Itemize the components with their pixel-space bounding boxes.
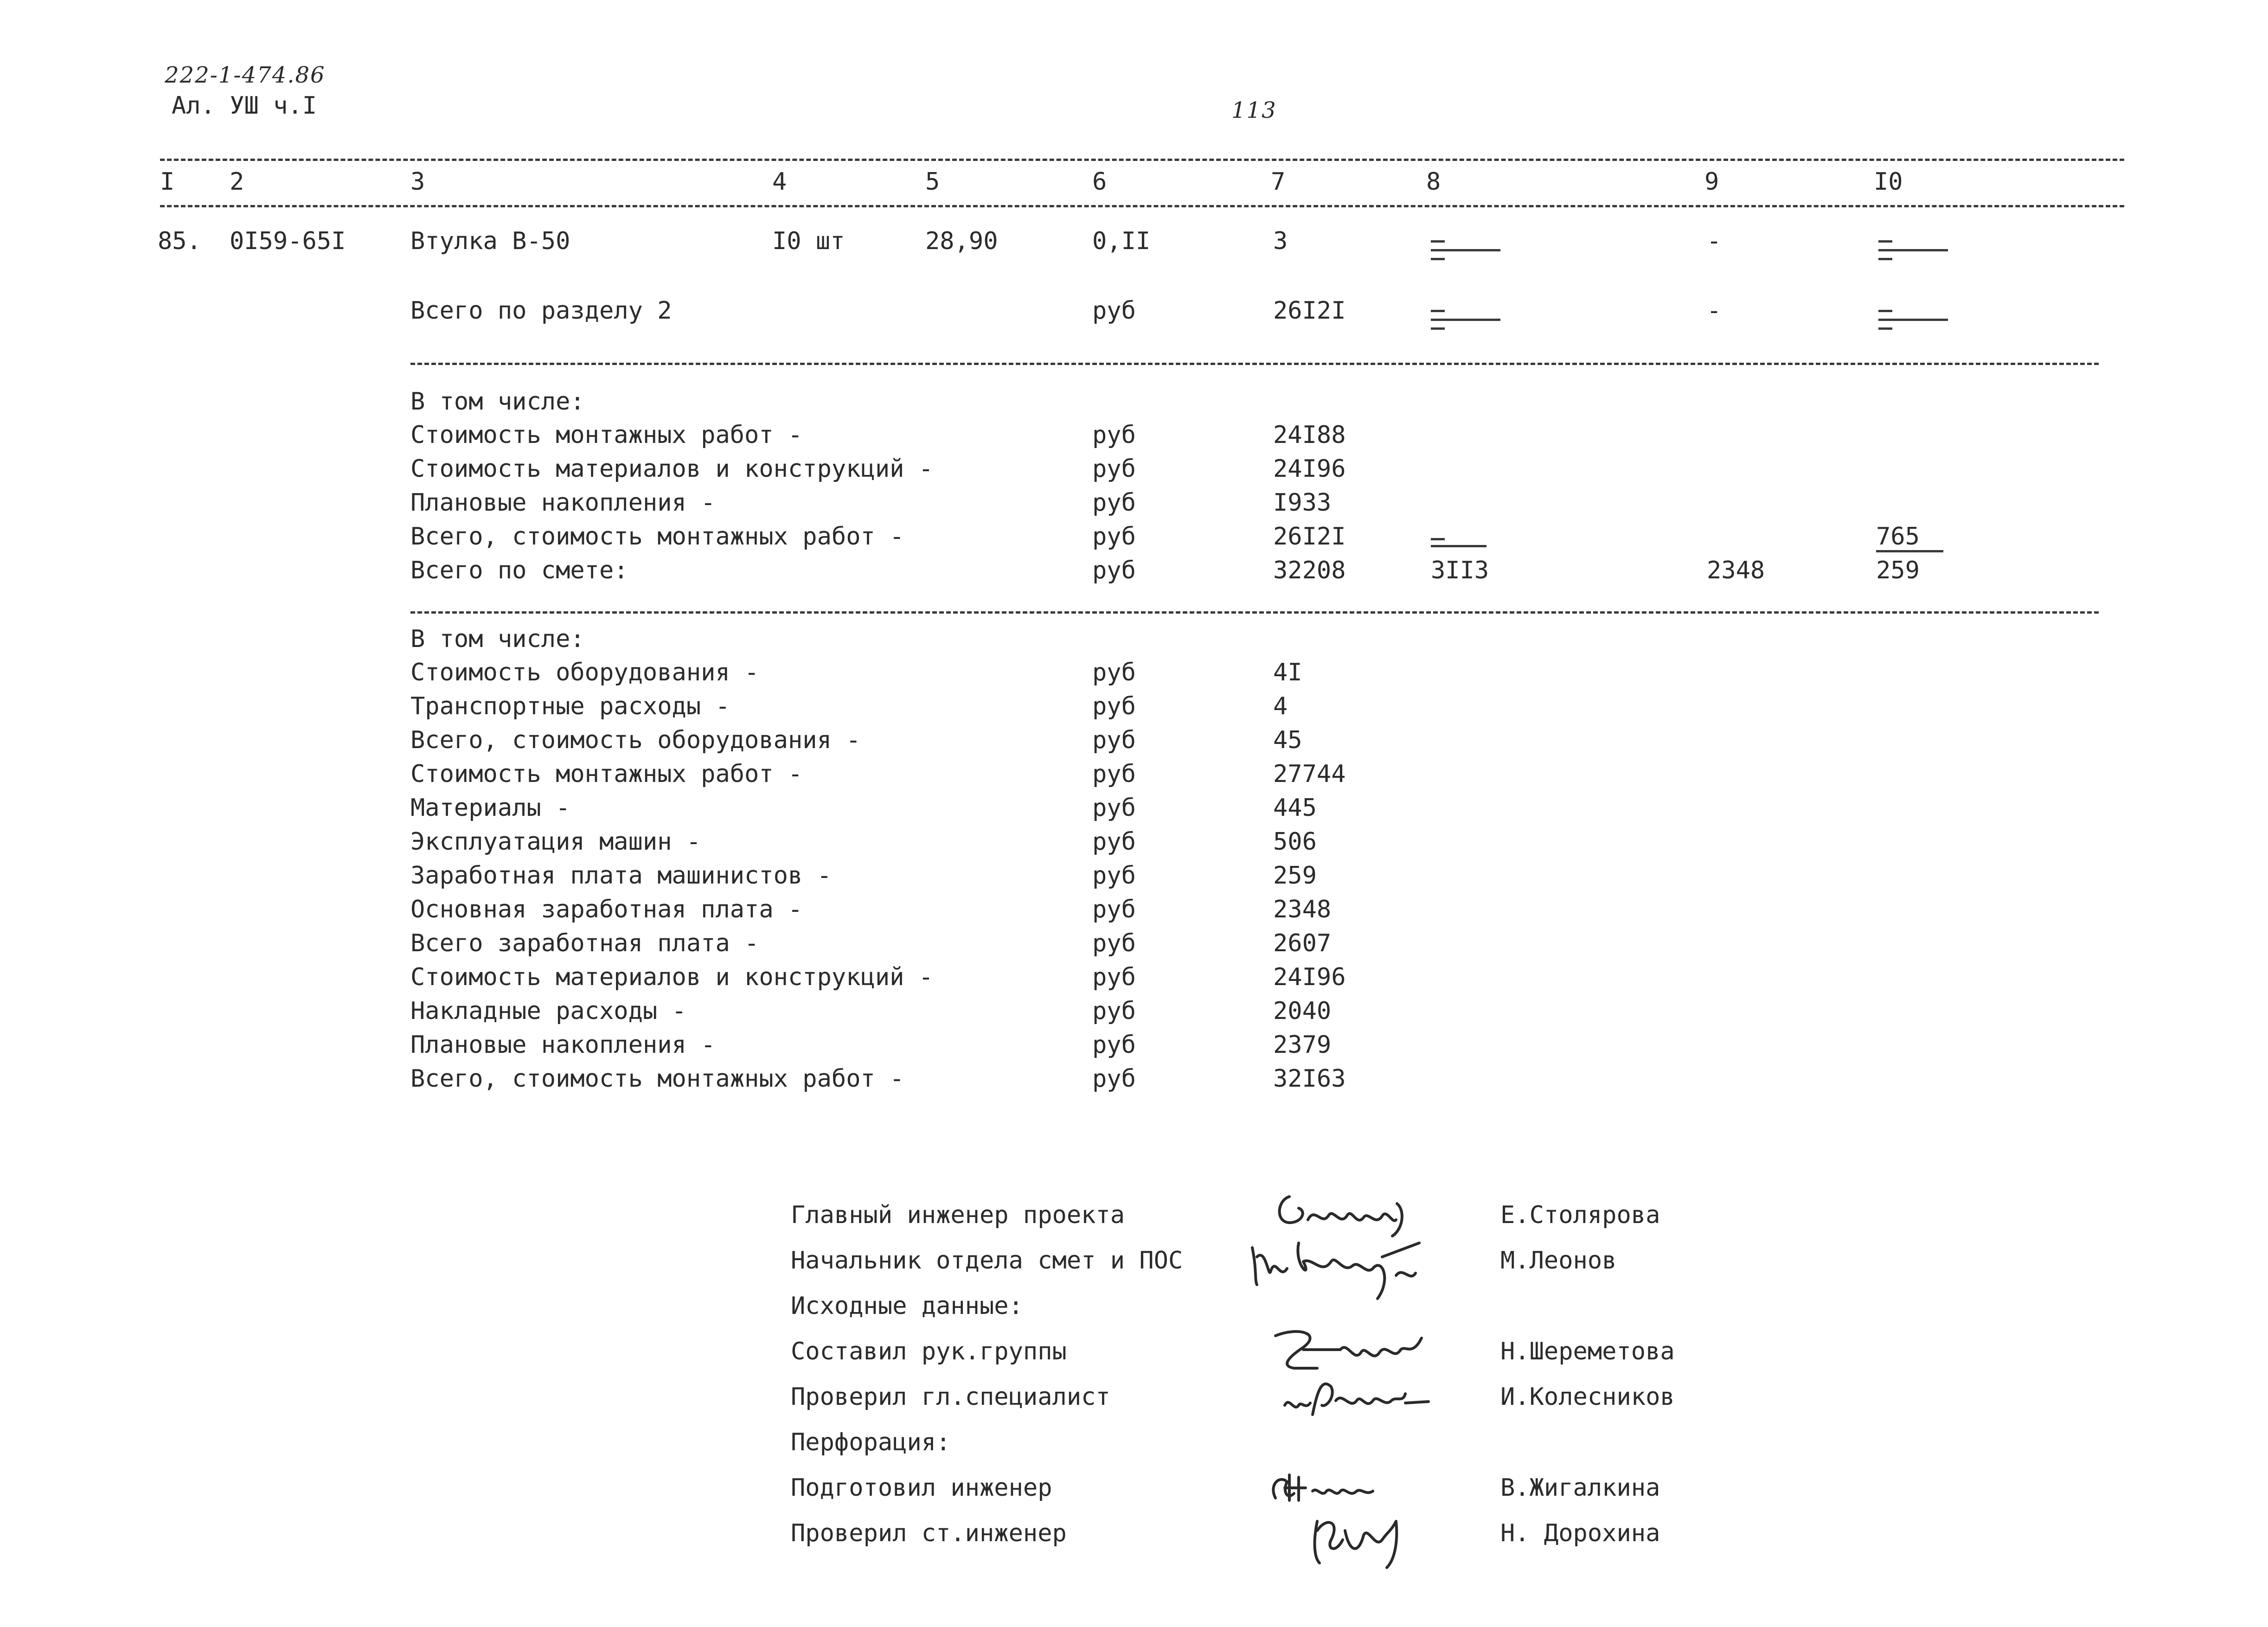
breakdown2-label: Всего, стоимость оборудования - [410,726,861,754]
signature-role: Начальник отдела смет и ПОС [791,1247,1183,1275]
header-bottom-rule [160,205,2124,207]
breakdown2-unit: руб [1092,963,1136,991]
section-rule-2 [410,611,2099,614]
item-quantity: I0 шт [772,227,845,255]
breakdown1-unit: руб [1092,455,1136,483]
breakdown2-label: Всего заработная плата - [410,929,759,957]
breakdown2-label: Стоимость оборудования - [410,659,759,686]
breakdown2-unit: руб [1092,726,1136,754]
breakdown1-unit: руб [1092,421,1136,449]
breakdown2-label: Накладные расходы - [410,997,686,1025]
section-total-unit: руб [1092,297,1136,325]
col10-underline [1876,550,1943,552]
breakdown2-label: Плановые накопления - [410,1031,716,1059]
signatory-name: Е.Столярова [1500,1201,1660,1229]
breakdown1-label: Всего, стоимость монтажных работ - [410,523,904,551]
signature-role: Подготовил инженер [791,1474,1052,1502]
breakdown1-unit: руб [1092,489,1136,517]
breakdown2-label: Всего, стоимость монтажных работ - [410,1065,904,1093]
breakdown2-value: 4 [1273,692,1288,720]
signature-dorokhina [1299,1503,1419,1572]
item-col8-empty-mark [1431,240,1500,267]
breakdown2-unit: руб [1092,896,1136,923]
col-header-8: 8 [1426,168,1441,196]
section-total-col8-empty-mark [1431,310,1500,336]
breakdown2-value: 2348 [1273,896,1332,923]
breakdown2-unit: руб [1092,997,1136,1025]
breakdown1-col9-value: 2348 [1707,557,1765,584]
col-header-3: 3 [410,168,425,196]
breakdown1-col10-value: 259 [1876,557,1920,584]
breakdown1-label: Всего по смете: [410,557,628,584]
signature-role: Главный инженер проекта [791,1201,1125,1229]
album-label: Ал. УШ ч.I [172,92,317,120]
breakdown1-value: 32208 [1273,557,1346,584]
item-col10-empty-mark [1878,240,1948,267]
breakdown2-unit: руб [1092,1065,1136,1093]
item-col9-value: - [1707,227,1722,255]
breakdown2-value: 2379 [1273,1031,1332,1059]
signatory-name: В.Жигалкина [1500,1474,1660,1502]
breakdown2-value: 45 [1273,726,1302,754]
col-header-2: 2 [230,168,244,196]
breakdown2-value: 32I63 [1273,1065,1346,1093]
breakdown2-value: 2040 [1273,997,1332,1025]
signature-role: Исходные данные: [791,1292,1023,1320]
breakdown1-unit: руб [1092,523,1136,551]
breakdown2-unit: руб [1092,929,1136,957]
col-header-9: 9 [1704,168,1719,196]
section-total-col9-value: - [1707,297,1722,325]
breakdown2-heading: В том числе: [410,625,585,653]
breakdown2-label: Материалы - [410,794,570,822]
breakdown2-value: 4I [1273,659,1302,686]
signature-leonov [1243,1229,1438,1308]
col-header-1: I [160,168,175,196]
breakdown2-unit: руб [1092,760,1136,788]
header-top-rule [160,159,2124,161]
col-header-10: I0 [1874,168,1903,196]
item-price: 28,90 [925,227,998,255]
section-total-label: Всего по разделу 2 [410,297,672,325]
breakdown2-unit: руб [1092,794,1136,822]
col-header-6: 6 [1092,168,1107,196]
breakdown2-label: Стоимость монтажных работ - [410,760,803,788]
breakdown1-value: 26I2I [1273,523,1346,551]
breakdown2-unit: руб [1092,828,1136,856]
breakdown2-unit: руб [1092,1031,1136,1059]
breakdown2-label: Стоимость материалов и конструкций - [410,963,934,991]
section-rule-1 [410,363,2099,365]
breakdown1-label: Стоимость монтажных работ - [410,421,803,449]
col-header-5: 5 [925,168,940,196]
breakdown1-value: I933 [1273,489,1332,517]
item-number: 85. [158,227,201,255]
breakdown2-value: 506 [1273,828,1317,856]
signature-role: Проверил гл.специалист [791,1383,1110,1411]
item-col7-value: 3 [1273,227,1288,255]
signature-role: Проверил ст.инженер [791,1519,1067,1547]
signatory-name: И.Колесников [1500,1383,1675,1411]
breakdown1-unit: руб [1092,557,1136,584]
breakdown1-label: Стоимость материалов и конструкций - [410,455,934,483]
document-number: 222-1-474.86 [165,62,326,88]
breakdown2-value: 27744 [1273,760,1346,788]
section-total-col10-empty-mark [1878,310,1948,336]
breakdown2-label: Заработная плата машинистов - [410,862,832,890]
col-header-4: 4 [772,168,787,196]
page-number: 113 [1231,97,1277,123]
breakdown2-label: Транспортные расходы - [410,692,730,720]
breakdown2-value: 445 [1273,794,1317,822]
breakdown2-unit: руб [1092,659,1136,686]
signature-kolesnikov [1271,1368,1456,1428]
breakdown1-heading: В том числе: [410,388,585,416]
signatory-name: М.Леонов [1500,1247,1617,1275]
breakdown2-value: 259 [1273,862,1317,890]
item-name: Втулка В-50 [410,227,570,255]
breakdown2-label: Эксплуатация машин - [410,828,701,856]
breakdown2-value: 2607 [1273,929,1332,957]
signature-zhigalkina [1262,1466,1401,1507]
signature-role: Перфорация: [791,1428,951,1456]
section-total-value: 26I2I [1273,297,1346,325]
breakdown2-label: Основная заработная плата - [410,896,803,923]
item-col6-value: 0,II [1092,227,1151,255]
breakdown1-col10-value: 765 [1876,523,1920,551]
breakdown1-value: 24I88 [1273,421,1346,449]
signatory-name: Н.Шереметова [1500,1338,1675,1365]
breakdown1-col8-value: 3II3 [1431,557,1489,584]
breakdown2-unit: руб [1092,862,1136,890]
breakdown2-value: 24I96 [1273,963,1346,991]
breakdown1-label: Плановые накопления - [410,489,716,517]
breakdown1-col8-empty-mark [1431,538,1486,554]
breakdown1-value: 24I96 [1273,455,1346,483]
item-code: 0I59-65I [230,227,346,255]
signatory-name: Н. Дорохина [1500,1519,1660,1547]
breakdown2-unit: руб [1092,692,1136,720]
signature-role: Составил рук.группы [791,1338,1067,1365]
col-header-7: 7 [1271,168,1286,196]
